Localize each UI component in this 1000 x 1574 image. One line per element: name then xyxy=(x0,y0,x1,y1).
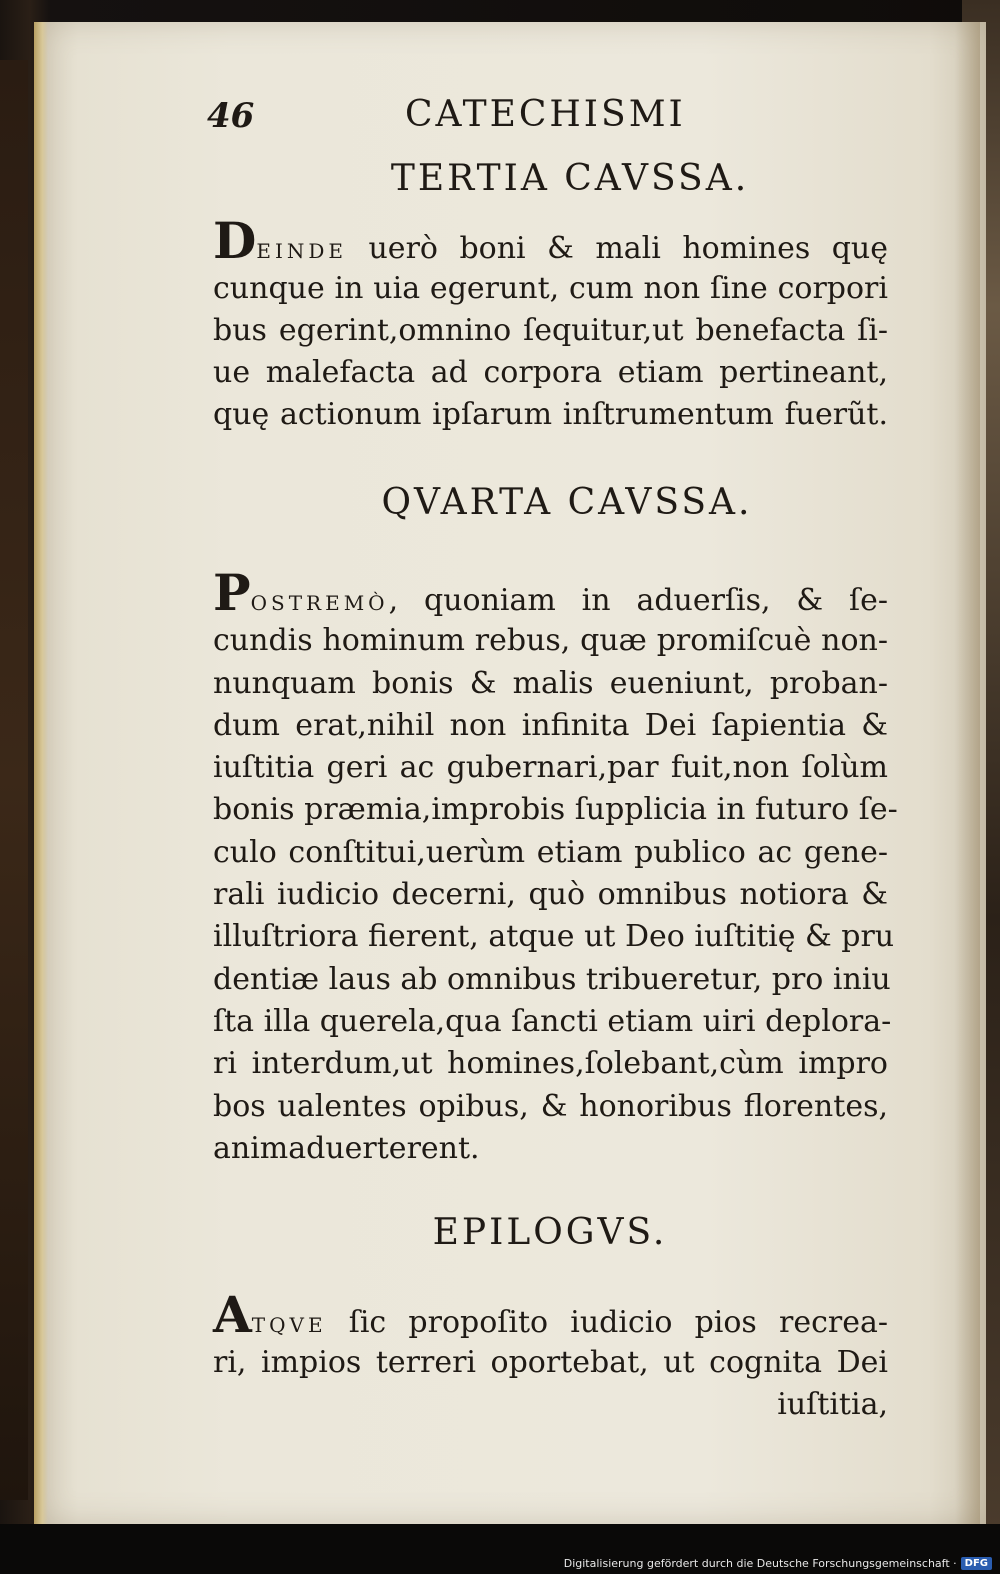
paragraph-line: bos ualentes opibus, & honoribus florentes, xyxy=(213,1088,888,1124)
paragraph-line: quę actionum ipſarum inſtrumentum fuerũt. xyxy=(213,397,888,432)
paragraph-line: nunquam bonis & malis eueniunt, proban- xyxy=(213,665,888,701)
paragraph-line xyxy=(213,1285,888,1344)
catchword: iuſtitia, xyxy=(777,1387,888,1422)
section-heading-tertia: TERTIA CAVSSA. xyxy=(390,158,750,199)
line-text: , quoniam in aduerſis, & ſe- xyxy=(388,583,888,618)
paragraph-line: cundis hominum rebus, quæ promiſcuè non- xyxy=(213,623,888,659)
paragraph-tertia xyxy=(213,211,888,436)
paragraph-line xyxy=(213,211,888,270)
line-text: uerò boni & mali homines quę xyxy=(347,231,888,266)
paragraph-line: iuſtitia geri ac gubernari,par fuit,non ſolùm xyxy=(213,750,888,786)
paragraph-line: ue malefacta ad corpora etiam pertineant, xyxy=(213,355,888,390)
paragraph-line: bus egerint,omnino ſequitur,ut benefacta ſi- xyxy=(213,313,888,348)
drop-capital: A xyxy=(213,1285,252,1344)
paragraph-line: dum erat,nihil non infinita Dei ſapientia & xyxy=(213,707,888,743)
funding-credit-text: Digitalisierung gefördert durch die Deutsche Forschungsgemeinschaft · xyxy=(563,1557,957,1570)
paragraph-quarta xyxy=(213,563,898,1170)
drop-capital: D xyxy=(213,211,257,270)
page-number: 46 xyxy=(207,96,255,136)
opening-small-caps: EINDE xyxy=(256,239,347,263)
paragraph-line: ri interdum,ut homines,ſolebant,cùm impro xyxy=(213,1046,888,1082)
running-head: CATECHISMI xyxy=(405,94,686,135)
paragraph-line: cunque in uia egerunt, cum non ſine corpori xyxy=(213,271,888,306)
paragraph-line xyxy=(213,563,888,622)
section-heading-quarta: QVARTA CAVSSA. xyxy=(381,482,753,523)
paragraph-line: rali iudicio decerni, quò omnibus notiora & xyxy=(213,877,888,913)
paragraph-line: illuſtriora fierent, atque ut Deo iuſtitię & pru xyxy=(213,919,895,955)
section-heading-epilogus: EPILOGVS. xyxy=(432,1212,668,1253)
paragraph-line: culo conſtitui,uerùm etiam publico ac gene- xyxy=(213,834,888,870)
dfg-logo: DFG xyxy=(961,1557,992,1570)
drop-capital: P xyxy=(213,563,251,622)
paragraph-line: animaduerterent. xyxy=(213,1130,480,1166)
paragraph-epilogus xyxy=(213,1285,888,1426)
paragraph-line: bonis præmia,improbis ſupplicia in futuro ſe- xyxy=(213,792,898,828)
paragraph-line: ri, impios terreri oportebat, ut cognita Dei xyxy=(213,1345,888,1380)
paragraph-line: ſta illa querela,qua ſancti etiam uiri deplora- xyxy=(213,1003,892,1039)
line-text: ſic propoſito iudicio pios recrea- xyxy=(326,1305,888,1340)
opening-small-caps: OSTREMÒ xyxy=(250,591,389,615)
paragraph-line: dentiæ laus ab omnibus tribueretur, pro iniu xyxy=(213,961,891,997)
opening-small-caps: TQVE xyxy=(251,1313,327,1337)
